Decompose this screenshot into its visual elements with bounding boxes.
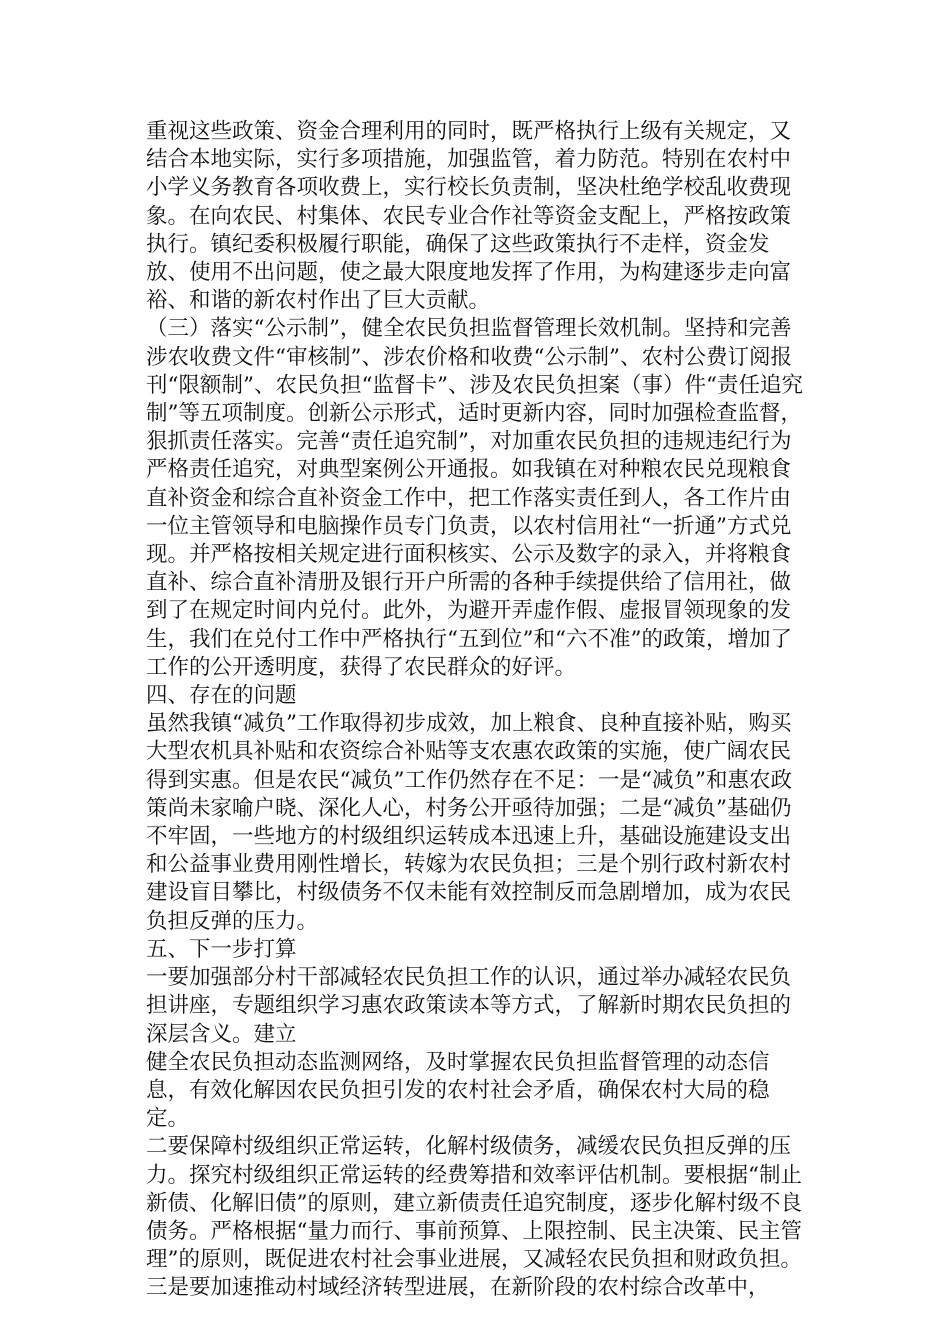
- paragraph-problems: 虽然我镇“减负”工作取得初步成效，加上粮食、良种直接补贴，购买大型农机具补贴和农资综合补贴等支农惠农政策的实施，使广阔农民得到实惠。但是农民“减负”工作仍然存在不足：一是“减负”和惠农政策尚未家喻户晓、深化人心，村务公开亟待加强；二是“减负”基础仍不牢固，一些地方的村级组织运转成本迅速上升，基础设施建设支出和公益事业费用刚性增长，转嫁为农民负担；三是个别行政村新农村建设盲目攀比，村级债务不仅未能有效控制反而急剧增加，成为农民负担反弹的压力。: [146, 711, 792, 934]
- paragraph-publicity-system: （三）落实“公示制”，健全农民负担监督管理长效机制。坚持和完善涉农收费文件“审核制”、涉农价格和收费“公示制”、农村公费订阅报刊“限额制”、农民负担“监督卡”、涉及农民负担案（事）件“责任追究制”等五项制度。创新公示形式，适时更新内容，同时加强检查监督，狠抓责任落实。完善“责任追究制”，对加重农民负担的违规违纪行为严格责任追究，对典型案例公开通报。如我镇在对种粮农民兑现粮食直补资金和综合直补资金工作中，把工作落实责任到人，各工作片由一位主管领导和电脑操作员专门负责，以农村信用社“一折通”方式兑现。并严格按相关规定进行面积核实、公示及数字的录入，并将粮食直补、综合直补清册及银行开户所需的各种手续提供给了信用社，做到了在规定时间内兑付。此外，为避开弄虚作假、虚报冒领现象的发生，我们在兑付工作中严格执行“五到位”和“六不准”的政策，增加了工作的公开透明度，获得了农民群众的好评。: [146, 316, 803, 680]
- paragraph-monitoring-network: 健全农民负担动态监测网络，及时掌握农民负担监督管理的动态信息，有效化解因农民负担引发的农村社会矛盾，确保农村大局的稳定。: [146, 1049, 770, 1132]
- heading-existing-problems: 四、存在的问题: [146, 683, 297, 709]
- paragraph-step-one: 一要加强部分村干部减轻农民负担工作的认识，通过举办减轻农民负担讲座，专题组织学习惠农政策读本等方式，了解新时期农民负担的深层含义。建立: [146, 965, 792, 1047]
- document-body: [146, 118, 806, 1303]
- paragraph-step-three: 三是要加速推动村域经济转型进展，在新阶段的农村综合改革中，: [146, 1275, 770, 1301]
- heading-next-steps: 五、下一步打算: [146, 936, 297, 962]
- paragraph-step-two: 二要保障村级组织正常运转，化解村级债务，减缓农民负担反弹的压力。探究村级组织正常运转的经费筹措和效率评估机制。要根据“制止新债、化解旧债”的原则，建立新债责任追究制度，逐步化解村级不良债务。严格根据“量力而行、事前预算、上限控制、民主决策、民主管理”的原则，既促进农村社会事业进展，又减轻农民负担和财政负担。: [146, 1134, 802, 1273]
- paragraph-policy-supervision: 重视这些政策、资金合理利用的同时，既严格执行上级有关规定，又结合本地实际，实行多项措施，加强监管，着力防范。特别在农村中小学义务教育各项收费上，实行校长负责制，坚决杜绝学校乱收费现象。在向农民、村集体、农民专业合作社等资金支配上，严格按政策执行。镇纪委积极履行职能，确保了这些政策执行不走样，资金发放、使用不出问题，使之最大限度地发挥了作用，为构建逐步走向富裕、和谐的新农村作出了巨大贡献。: [146, 119, 792, 314]
